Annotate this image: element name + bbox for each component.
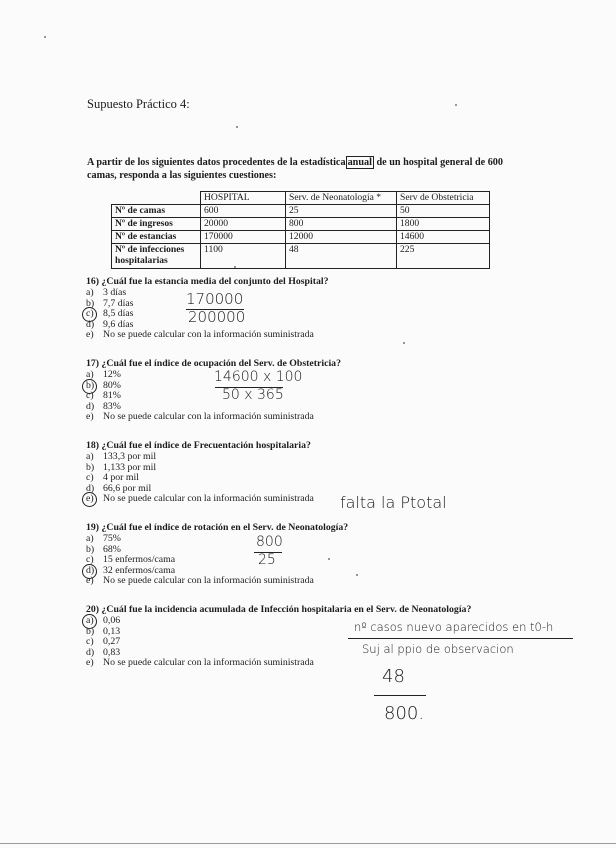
option-letter: d) (86, 646, 95, 658)
option-text: 133,3 por mil (103, 451, 157, 462)
answer-option (86, 576, 348, 587)
option-text: 68% (103, 543, 121, 555)
table-cell: 800 (286, 218, 397, 231)
question-stem: 18) ¿Cuál fue el índice de Frecuentación hospitalaria? (86, 440, 311, 451)
option-letter: a) (86, 615, 94, 626)
table-row (112, 231, 490, 244)
handwritten-q19-numerator: 800 (256, 534, 283, 550)
question-stem: 17) ¿Cuál fue el índice de ocupación del Serv. de Obstetricia? (86, 358, 341, 369)
intro-paragraph (87, 156, 527, 182)
option-text: 0,13 (103, 625, 121, 637)
option-letter: e) (86, 411, 94, 423)
scan-speck (234, 266, 236, 268)
option-text: 8,5 días (103, 308, 134, 320)
page-title: Supuesto Práctico 4: (87, 97, 190, 111)
handwritten-q17-numerator: 14600 x 100 (214, 369, 303, 385)
handwritten-q20-numerator: 48 (382, 666, 405, 687)
intro-boxed-word: anual (347, 157, 372, 168)
option-letter: c) (86, 636, 94, 648)
answer-circle-mark (82, 492, 97, 507)
scan-speck (403, 342, 405, 344)
handwritten-q17-denominator: 50 x 365 (222, 387, 284, 403)
option-letter: b) (86, 461, 95, 473)
option-letter: d) (86, 564, 95, 576)
option-text: 7,7 días (103, 297, 134, 309)
option-letter: e) (86, 657, 94, 669)
table-row (112, 205, 490, 218)
answer-option (86, 534, 348, 545)
handwritten-q19-denominator: 25 (258, 552, 276, 568)
option-text: 83% (103, 400, 121, 412)
table-corner (112, 192, 201, 205)
option-text: 75% (103, 533, 121, 544)
option-letter: c) (86, 554, 94, 566)
table-cell: 1800 (397, 218, 490, 231)
table-cell: Nº de estancias (112, 231, 201, 244)
question-19 (86, 522, 348, 587)
question-17 (86, 358, 341, 423)
option-text: 81% (103, 390, 121, 402)
table-row (112, 218, 490, 231)
intro-text-after: de un hospital general de 600 camas, responda a las siguientes cuestiones: (87, 157, 503, 181)
option-text: 1,133 por mil (103, 461, 157, 473)
option-text: 0,06 (103, 615, 121, 626)
question-20 (86, 604, 471, 669)
option-text: 4 por mil (103, 472, 139, 484)
option-list (86, 534, 348, 587)
handwritten-q16-denominator: 200000 (188, 308, 246, 326)
table-cell: 1100 (201, 244, 286, 269)
answer-option (86, 412, 341, 423)
option-letter: a) (86, 451, 94, 462)
table-cell: 50 (397, 205, 490, 218)
fraction-bar (374, 695, 426, 696)
option-text: 66,6 por mil (103, 482, 152, 494)
option-letter: b) (86, 625, 95, 637)
hospital-data-table (111, 191, 490, 269)
handwritten-q16-numerator: 170000 (186, 290, 244, 308)
option-letter: b) (86, 543, 95, 555)
handwritten-q20-line2: Suj al ppio de observacion (362, 642, 514, 656)
handwritten-q20-line1: nº casos nuevo aparecidos en t0-h (354, 620, 554, 634)
option-letter: a) (86, 287, 94, 298)
scan-speck (356, 574, 358, 576)
table-header: HOSPITAL (201, 192, 286, 205)
option-text: 80% (103, 379, 121, 391)
option-letter: e) (86, 575, 94, 587)
option-letter: c) (86, 308, 94, 320)
handwritten-q20-denominator: 800. (384, 703, 425, 724)
table-cell: Nº de ingresos (112, 218, 201, 231)
table-header-row (112, 192, 490, 205)
intro-text-before: A partir de los siguientes datos procedentes de la estadística (87, 157, 346, 168)
answer-option (86, 330, 328, 341)
scan-speck (44, 36, 46, 38)
question-stem: 19) ¿Cuál fue el índice de rotación en el Serv. de Neonatología? (86, 522, 349, 533)
table-row (112, 244, 490, 269)
table-cell: Nº de infecciones hospitalarias (112, 244, 201, 269)
option-letter: a) (86, 369, 94, 380)
option-letter: e) (86, 329, 94, 341)
table-cell: 14600 (397, 231, 490, 244)
scan-speck (236, 126, 238, 128)
option-letter: b) (86, 297, 95, 309)
table-header: Serv de Obstetricia (397, 192, 490, 205)
option-text: 3 días (103, 287, 127, 298)
option-letter: d) (86, 400, 95, 412)
table-cell: 225 (397, 244, 490, 269)
answer-option (86, 658, 471, 669)
fraction-bar (348, 638, 573, 639)
question-stem: 16) ¿Cuál fue la estancia media del conjunto del Hospital? (86, 276, 329, 287)
option-letter: e) (86, 493, 94, 505)
option-text: 0,27 (103, 636, 121, 648)
option-text: No se puede calcular con la información suministrada (103, 493, 314, 505)
option-letter: d) (86, 482, 95, 494)
option-text: 15 enfermos/cama (103, 554, 176, 566)
table-cell: 12000 (286, 231, 397, 244)
table-cell: 20000 (201, 218, 286, 231)
option-letter: b) (86, 379, 95, 391)
option-letter: c) (86, 390, 94, 402)
table-cell: 600 (201, 205, 286, 218)
option-text: 32 enfermos/cama (103, 564, 176, 576)
scan-speck (328, 558, 330, 560)
scan-edge (0, 843, 616, 844)
option-letter: d) (86, 318, 95, 330)
option-list (86, 452, 314, 505)
handwritten-q18-note: falta la Ptotal (340, 493, 447, 512)
table-cell: Nº de camas (112, 205, 201, 218)
table-cell: 170000 (201, 231, 286, 244)
table-cell: 25 (286, 205, 397, 218)
option-letter: c) (86, 472, 94, 484)
option-text: No se puede calcular con la información suministrada (103, 657, 314, 669)
answer-option (86, 391, 341, 402)
table-cell: 48 (286, 244, 397, 269)
question-18 (86, 440, 314, 505)
option-letter: a) (86, 533, 94, 544)
option-text: 0,83 (103, 646, 121, 658)
option-text: No se puede calcular con la información suministrada (103, 575, 314, 587)
option-text: No se puede calcular con la información suministrada (103, 329, 314, 341)
option-text: 9,6 días (103, 318, 134, 330)
question-stem: 20) ¿Cuál fue la incidencia acumulada de Infección hospitalaria en el Serv. de Neonatología? (86, 604, 472, 615)
answer-option (86, 494, 314, 505)
option-text: 12% (103, 369, 121, 380)
scan-speck (455, 104, 457, 106)
option-text: No se puede calcular con la información suministrada (103, 411, 314, 423)
table-header: Serv. de Neonatología * (286, 192, 397, 205)
